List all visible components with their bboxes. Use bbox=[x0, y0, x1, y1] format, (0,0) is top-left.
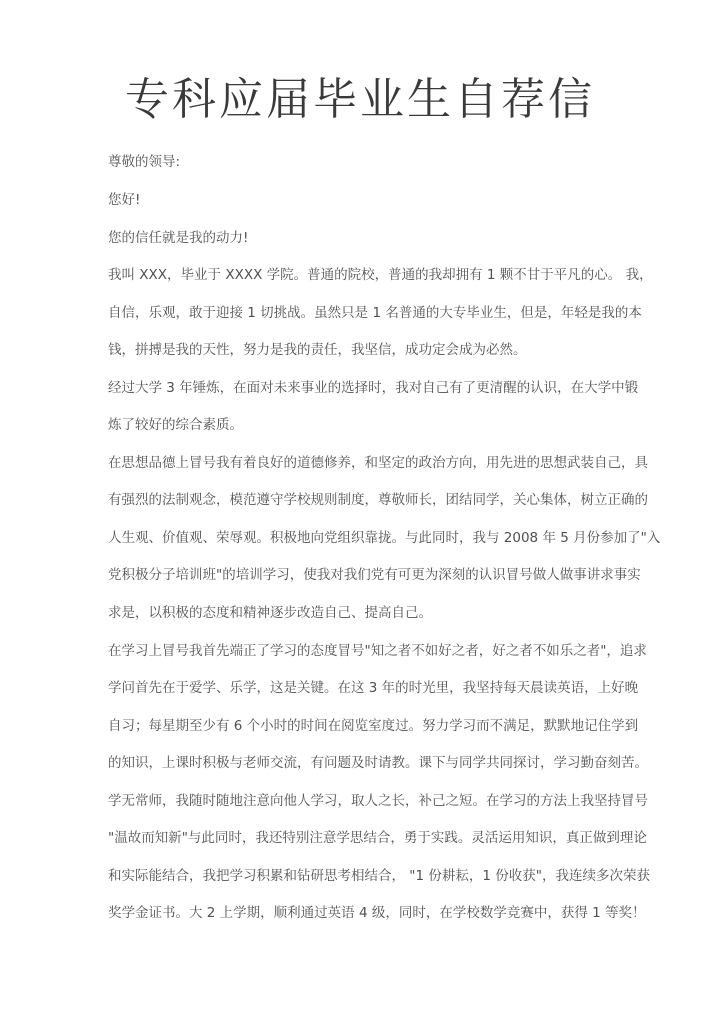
document-title: 专科应届毕业生自荐信 bbox=[125, 74, 595, 125]
paragraph-line: 有强烈的法制观念，模范遵守学校规则制度，尊敬师长，团结同学，关心集体，树立正确的 bbox=[108, 492, 648, 508]
paragraph-line: 自习；每星期至少有 6 个小时的时间在阅览室度过。努力学习而不满足，默默地记住学到 bbox=[108, 718, 639, 734]
paragraph-line: 和实际能结合，我把学习积累和钻研思考相结合， "1 份耕耘，1 份收获"，我连续多次荣获 bbox=[108, 868, 650, 884]
paragraph-line: 钱，拼搏是我的天性，努力是我的责任，我坚信，成功定会成为必然。 bbox=[108, 342, 527, 358]
salutation: 尊敬的领导: bbox=[108, 154, 181, 170]
paragraph-line: 奖学金证书。大 2 上学期，顺利通过英语 4 级，同时，在学校数学竞赛中，获得 1 等奖！ bbox=[108, 905, 646, 921]
paragraph-line: 求是，以积极的态度和精神逐步改造自己、提高自己。 bbox=[108, 605, 432, 621]
paragraph-line: 党积极分子培训班"的培训学习，使我对我们党有可更为深刻的认识冒号做人做事讲求事实 bbox=[108, 567, 641, 583]
paragraph-line: "温故而知新"与此同时，我还特别注意学思结合，勇于实践。灵活运用知识，真正做到理论 bbox=[108, 830, 647, 846]
paragraph-line: 学问首先在于爱学、乐学，这是关键。在这 3 年的时光里，我坚持每天晨读英语，上好晚 bbox=[108, 680, 639, 696]
paragraph-line: 在学习上冒号我首先端正了学习的态度冒号"知之者不如好之者，好之者不如乐之者"，追求 bbox=[108, 643, 647, 659]
paragraph-line: 的知识，上课时积极与老师交流，有问题及时请教。课下与同学共同探讨，学习勤奋刻苦。 bbox=[108, 755, 648, 771]
paragraph-line: 我叫 XXX，毕业于 XXXX 学院。普通的院校，普通的我却拥有 1 颗不甘于平凡的心。 我， bbox=[108, 267, 653, 283]
paragraph-line: 人生观、价值观、荣辱观。积极地向党组织靠拢。与此同时，我与 2008 年 5 月份参加了"入 bbox=[108, 530, 661, 546]
paragraph-line: 学无常师，我随时随地注意向他人学习，取人之长，补己之短。在学习的方法上我坚持冒号 bbox=[108, 793, 648, 809]
paragraph-line: 经过大学 3 年锤炼，在面对未来事业的选择时，我对自己有了更清醒的认识，在大学中锻 bbox=[108, 380, 639, 396]
paragraph-line: 炼了较好的综合素质。 bbox=[108, 417, 243, 433]
opening-line: 您的信任就是我的动力! bbox=[108, 230, 249, 246]
greeting: 您好! bbox=[108, 192, 141, 208]
paragraph-line: 自信，乐观，敢于迎接 1 切挑战。虽然只是 1 名普通的大专毕业生，但是，年轻是我的本 bbox=[108, 305, 642, 321]
paragraph-line: 在思想品德上冒号我有着良好的道德修养，和坚定的政治方向，用先进的思想武装自己，具 bbox=[108, 455, 648, 471]
